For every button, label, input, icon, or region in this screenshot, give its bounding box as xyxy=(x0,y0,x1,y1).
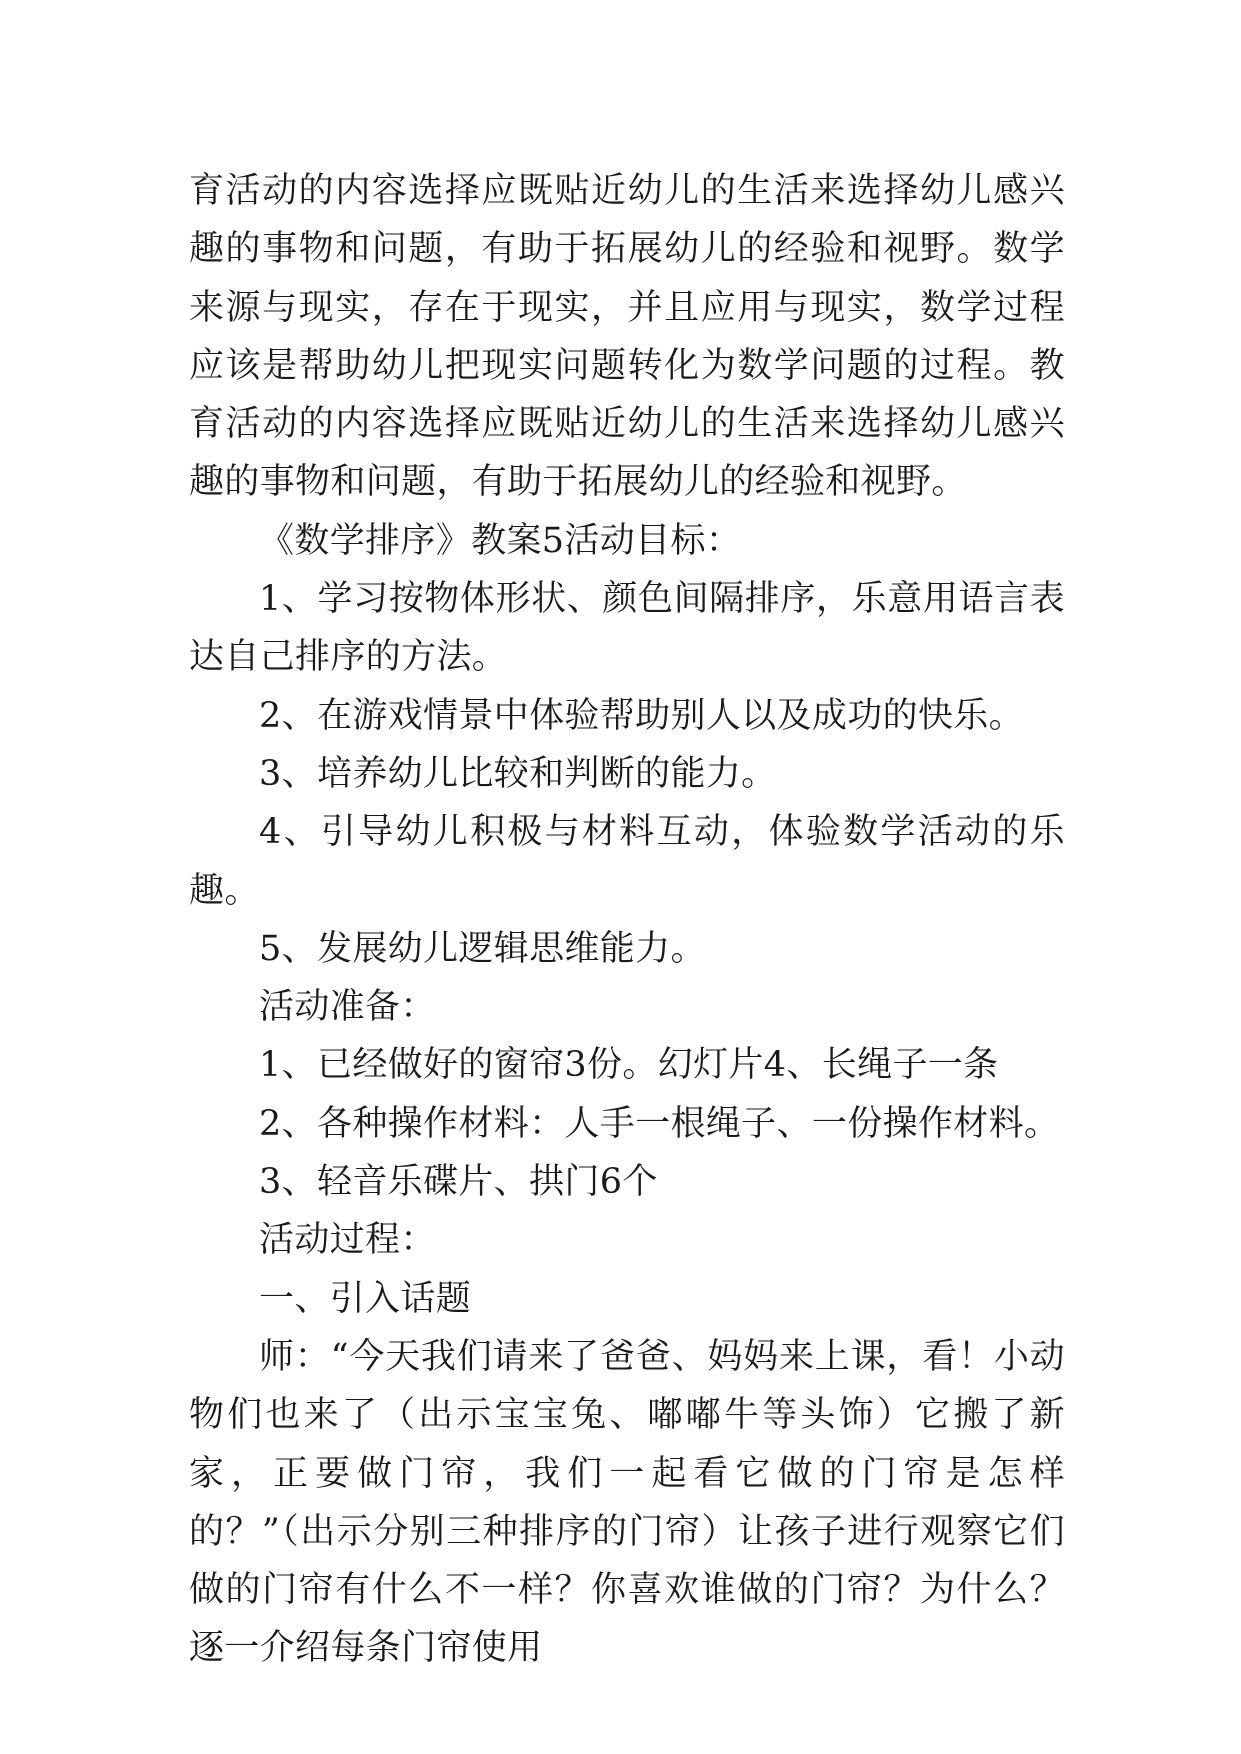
paragraph-process-heading: 活动过程： xyxy=(259,1220,436,1261)
paragraph-preparation-3: 3、轻音乐碟片、拱门6个 xyxy=(259,1162,658,1203)
paragraph-goal-5: 5、发展幼儿逻辑思维能力。 xyxy=(259,928,706,969)
paragraph-step-1-heading: 一、引入话题 xyxy=(259,1278,472,1319)
paragraph-preparation-1: 1、已经做好的窗帘3份。幻灯片4、长绳子一条 xyxy=(259,1045,999,1086)
paragraph-preparation-2: 2、各种操作材料：人手一根绳子、一份操作材料。 xyxy=(259,1103,1060,1144)
paragraph-goal-3: 3、培养幼儿比较和判断的能力。 xyxy=(259,753,777,794)
paragraph-goal-1: 1、学习按物体形状、颜色间隔排序，乐意用语言表达自己排序的方法。 xyxy=(189,579,1065,678)
document-body xyxy=(189,162,1065,1678)
paragraph-goal-2: 2、在游戏情景中体验帮助别人以及成功的快乐。 xyxy=(259,695,1024,736)
paragraph-goal-4: 4、引导幼儿积极与材料互动，体验数学活动的乐趣。 xyxy=(189,812,1065,911)
paragraph-lesson-heading: 《数学排序》教案5活动目标： xyxy=(259,520,742,561)
paragraph-preparation-heading: 活动准备： xyxy=(259,987,436,1028)
paragraph-teacher-speech: 师：“今天我们请来了爸爸、妈妈来上课，看！小动物们也来了（出示宝宝兔、嘟嘟牛等头饰）它搬了新家，正要做门帘，我们一起看它做的门帘是怎样的？”（出示分别三种排序的门帘）让孩子进行观察它们做的门帘有什么不一样？你喜欢谁做的门帘？为什么？逐一介绍每条门帘使用 xyxy=(189,1336,1065,1669)
paragraph-intro: 育活动的内容选择应既贴近幼儿的生活来选择幼儿感兴趣的事物和问题，有助于拓展幼儿的经验和视野。数学来源与现实，存在于现实，并且应用与现实，数学过程应该是帮助幼儿把现实问题转化为数学问题的过程。教育活动的内容选择应既贴近幼儿的生活来选择幼儿感兴趣的事物和问题，有助于拓展幼儿的经验和视野。 xyxy=(189,171,1065,503)
